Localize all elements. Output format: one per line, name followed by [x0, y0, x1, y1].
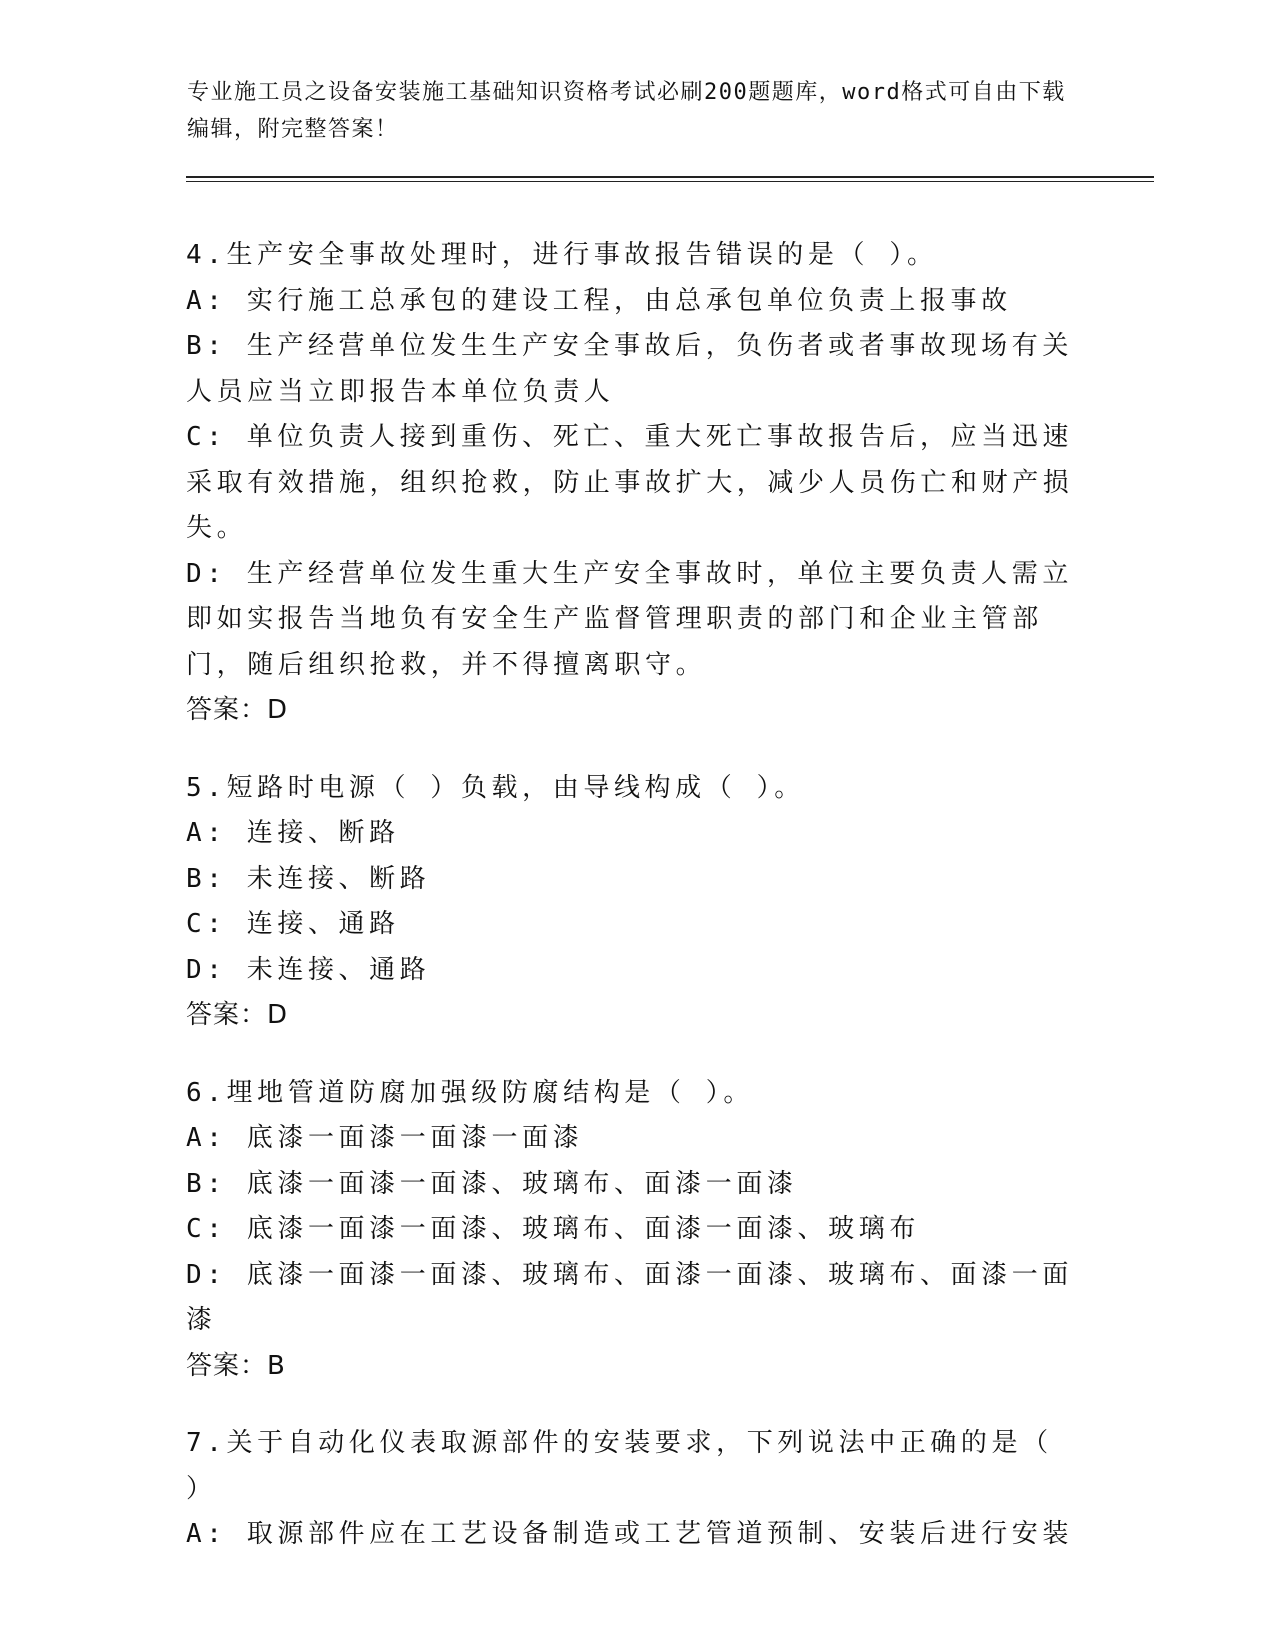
option-d: D: 生产经营单位发生重大生产安全事故时，单位主要负责人需立即如实报告当地负有安全生产监督管理职责的部门和企业主管部门，随后组织抢救，并不得擅离职守。 — [186, 558, 1073, 680]
question-6 — [186, 1071, 1086, 1390]
document-title: 专业施工员之设备安装施工基础知识资格考试必刷200题题库，word格式可自由下载编辑，附完整答案！ — [187, 80, 1066, 142]
option-a: A: 实行施工总承包的建设工程，由总承包单位负责上报事故 — [186, 285, 1012, 316]
option-d: D: 未连接、通路 — [186, 954, 431, 985]
option-a: A: 连接、断路 — [186, 818, 400, 848]
option-b: B: 生产经营单位发生生产安全事故后，负伤者或者事故现场有关人员应当立即报告本单位负责人 — [186, 331, 1073, 407]
option-c: C: 单位负责人接到重伤、死亡、重大死亡事故报告后，应当迅速采取有效措施，组织抢救，防止事故扩大，减少人员伤亡和财产损失。 — [186, 422, 1074, 543]
answer: 答案：B — [186, 1350, 286, 1381]
answer: 答案：D — [186, 1000, 289, 1030]
option-d: D: 底漆一面漆一面漆、玻璃布、面漆一面漆、玻璃布、面漆一面漆 — [186, 1259, 1073, 1335]
document-header — [187, 74, 1067, 148]
question-7 — [186, 1421, 1086, 1558]
question-4 — [186, 233, 1086, 734]
question-stem: 5.短路时电源（ ）负载，由导线构成（ ）。 — [186, 772, 805, 803]
question-list — [186, 233, 1086, 1590]
question-stem: 7.关于自动化仪表取源部件的安装要求，下列说法中正确的是（ ） — [186, 1428, 1053, 1504]
header-rule-thick — [186, 176, 1154, 178]
question-stem: 4.生产安全事故处理时，进行事故报告错误的是（ ）。 — [186, 240, 938, 270]
question-stem: 6.埋地管道防腐加强级防腐结构是（ ）。 — [186, 1077, 754, 1108]
option-b: B: 底漆一面漆一面漆、玻璃布、面漆一面漆 — [186, 1168, 798, 1199]
question-5 — [186, 766, 1086, 1039]
option-c: C: 底漆一面漆一面漆、玻璃布、面漆一面漆、玻璃布 — [186, 1214, 920, 1244]
option-b: B: 未连接、断路 — [186, 863, 431, 894]
option-a: A: 取源部件应在工艺设备制造或工艺管道预制、安装后进行安装 — [186, 1519, 1073, 1549]
header-rule-thin — [186, 181, 1154, 182]
option-c: C: 连接、通路 — [186, 909, 400, 939]
option-a: A: 底漆一面漆一面漆一面漆 — [186, 1123, 584, 1153]
answer: 答案：D — [186, 695, 289, 725]
